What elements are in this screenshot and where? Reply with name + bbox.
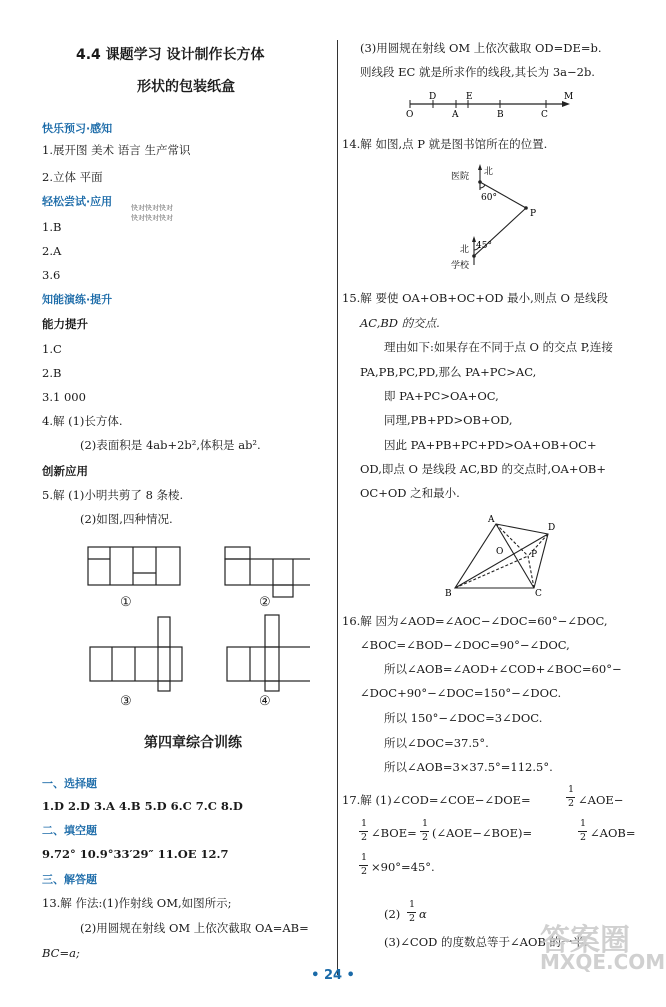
q17-frac1-num: 1	[568, 784, 575, 795]
innovation-answer-5b: (2)如图,四种情况.	[80, 512, 173, 526]
q15-line6: 同理,PB+PD>OB+OD,	[384, 413, 513, 427]
q13-line3: BC=a;	[42, 946, 80, 960]
q17-part2-pre: (2)	[384, 907, 401, 921]
quad-label-P: P	[531, 550, 538, 560]
ability-answer-4b: (2)表面积是 4ab+2b²,体积是 ab².	[80, 438, 261, 452]
q17-line3: ×90°=45°.	[371, 860, 435, 874]
ability-answer-3: 3.1 000	[42, 390, 86, 404]
fig-label-4: ④	[259, 694, 271, 709]
heading-solve: 三、解答题	[42, 873, 97, 886]
line-label-B: B	[497, 110, 504, 120]
map-label-school: 学校	[451, 261, 470, 271]
q17-frac5-den: 2	[361, 866, 368, 877]
q17-line2-b: (∠AOE−∠BOE)=	[432, 826, 533, 840]
q17-part3: (3)∠COD 的度数总等于∠AOB 的一半.	[384, 935, 588, 949]
heading-practice: 知能演练·提升	[42, 293, 113, 306]
line-label-M: M	[564, 92, 574, 102]
q17-frac6-den: 2	[409, 913, 416, 924]
try-answer-2: 2.A	[42, 244, 62, 258]
map-figure	[448, 160, 548, 275]
heading-ability: 能力提升	[42, 317, 88, 331]
quad-label-A: A	[488, 515, 495, 525]
q17-frac4-num: 1	[580, 818, 587, 829]
q17-part2-post: α	[419, 907, 427, 921]
fig-label-3: ③	[120, 694, 132, 709]
q17-line1-tail: ∠AOE−	[578, 793, 624, 807]
column-divider	[337, 40, 338, 975]
q16-line2: ∠BOC=∠BOD−∠DOC=90°−∠DOC,	[360, 638, 570, 652]
q16-line7: 所以∠AOB=3×37.5°=112.5°.	[384, 760, 553, 774]
line-label-E: E	[466, 92, 473, 102]
preview-answer-2: 2.立体 平面	[42, 170, 103, 184]
quad-label-O: O	[496, 547, 504, 557]
q13-line5: 则线段 EC 就是所求作的线段,其长为 3a−2b.	[360, 65, 595, 79]
q16-line6: 所以∠DOC=37.5°.	[384, 736, 489, 750]
line-label-O: O	[406, 110, 414, 120]
heading-innovation: 创新应用	[42, 464, 88, 478]
heading-preview: 快乐预习·感知	[42, 122, 113, 135]
q17-line2-a: ∠BOE=	[371, 826, 417, 840]
q15-line8: OD,即点 O 是线段 AC,BD 的交点时,OA+OB+	[360, 462, 607, 476]
q17-frac3-num: 1	[422, 818, 429, 829]
stamp-text-2: 快对快对快对	[131, 214, 173, 222]
quad-label-D: D	[548, 523, 556, 533]
q17-frac4-den: 2	[580, 832, 587, 843]
watermark-logo: 答案圈	[540, 923, 630, 958]
q17-line2-c: ∠AOB=	[590, 826, 636, 840]
q17-frac2-den: 2	[361, 832, 368, 843]
preview-answer-1: 1.展开图 美术 语言 生产常识	[42, 143, 191, 157]
q15-line5: 即 PA+PC>OA+OC,	[384, 389, 499, 403]
quadrilateral-figure	[440, 510, 560, 600]
q17-line1: 17.解 (1)∠COD=∠COE−∠DOE=	[342, 793, 531, 807]
watermark-url: MXQE.COM	[540, 950, 666, 974]
q16-line1: 16.解 因为∠AOD=∠AOC−∠DOC=60°−∠DOC,	[342, 614, 608, 628]
q14-line1: 14.解 如图,点 P 就是图书馆所在的位置.	[342, 137, 548, 151]
q15-line2: AC,BD 的交点.	[360, 316, 440, 330]
q17-frac3-den: 2	[422, 832, 429, 843]
line-label-A: A	[452, 110, 459, 120]
q15-line4: PA,PB,PC,PD,那么 PA+PC>AC,	[360, 365, 537, 379]
q16-line4: ∠DOC+90°−∠DOC=150°−∠DOC.	[360, 686, 562, 700]
fig-label-1: ①	[120, 595, 132, 610]
choice-answers: 1.D 2.D 3.A 4.B 5.D 6.C 7.C 8.D	[42, 799, 243, 813]
chapter-title: 第四章综合训练	[144, 735, 242, 751]
q13-line1: 13.解 作法:(1)作射线 OM,如图所示;	[42, 896, 232, 910]
heading-try: 轻松尝试·应用	[42, 195, 113, 208]
line-label-D: D	[429, 92, 437, 102]
q15-line3: 理由如下:如果存在不同于点 O 的交点 P,连接	[384, 340, 613, 354]
map-label-45deg: 45°	[476, 241, 492, 251]
line-label-C: C	[541, 110, 548, 120]
q15-line1: 15.解 要使 OA+OB+OC+OD 最小,则点 O 是线段	[342, 291, 609, 305]
map-label-P: P	[530, 209, 537, 219]
box-nets-figure	[80, 535, 310, 715]
q16-line3: 所以∠AOB=∠AOD+∠COD+∠BOC=60°−	[384, 662, 622, 676]
map-label-north-2: 北	[460, 245, 470, 255]
ray-construction-figure	[400, 90, 580, 120]
ability-answer-4: 4.解 (1)长方体.	[42, 414, 123, 428]
quad-label-C: C	[535, 589, 542, 599]
section-title-line1: 4.4 课题学习 设计制作长方体	[76, 47, 265, 63]
ability-answer-2: 2.B	[42, 366, 62, 380]
q15-line7: 因此 PA+PB+PC+PD>OA+OB+OC+	[384, 438, 597, 452]
map-label-hospital: 医院	[451, 172, 470, 182]
try-answer-3: 3.6	[42, 268, 61, 282]
q17-frac2-num: 1	[361, 818, 368, 829]
page-number: • 24 •	[311, 968, 355, 983]
section-title-line2: 形状的包装纸盒	[137, 79, 235, 95]
map-label-north-1: 北	[484, 167, 494, 177]
stamp-text-1: 快对快对快对	[131, 204, 173, 212]
quad-label-B: B	[445, 589, 452, 599]
q15-line9: OC+OD 之和最小.	[360, 486, 460, 500]
map-label-60deg: 60°	[481, 193, 497, 203]
q17-frac1-den: 2	[568, 798, 575, 809]
q17-frac5-num: 1	[361, 852, 368, 863]
innovation-answer-5: 5.解 (1)小明共剪了 8 条棱.	[42, 488, 184, 502]
fill-answers: 9.72° 10.9°33′29″ 11.OE 12.7	[42, 847, 229, 861]
ability-answer-1: 1.C	[42, 342, 62, 356]
fig-label-2: ②	[259, 595, 271, 610]
heading-choice: 一、选择题	[42, 777, 97, 790]
q13-line2: (2)用圆规在射线 OM 上依次截取 OA=AB=	[80, 921, 309, 935]
q13-line4: (3)用圆规在射线 OM 上依次截取 OD=DE=b.	[360, 41, 602, 55]
q17-frac6-num: 1	[409, 899, 416, 910]
heading-fill: 二、填空题	[42, 824, 97, 837]
try-answer-1: 1.B	[42, 220, 62, 234]
q16-line5: 所以 150°−∠DOC=3∠DOC.	[384, 711, 543, 725]
